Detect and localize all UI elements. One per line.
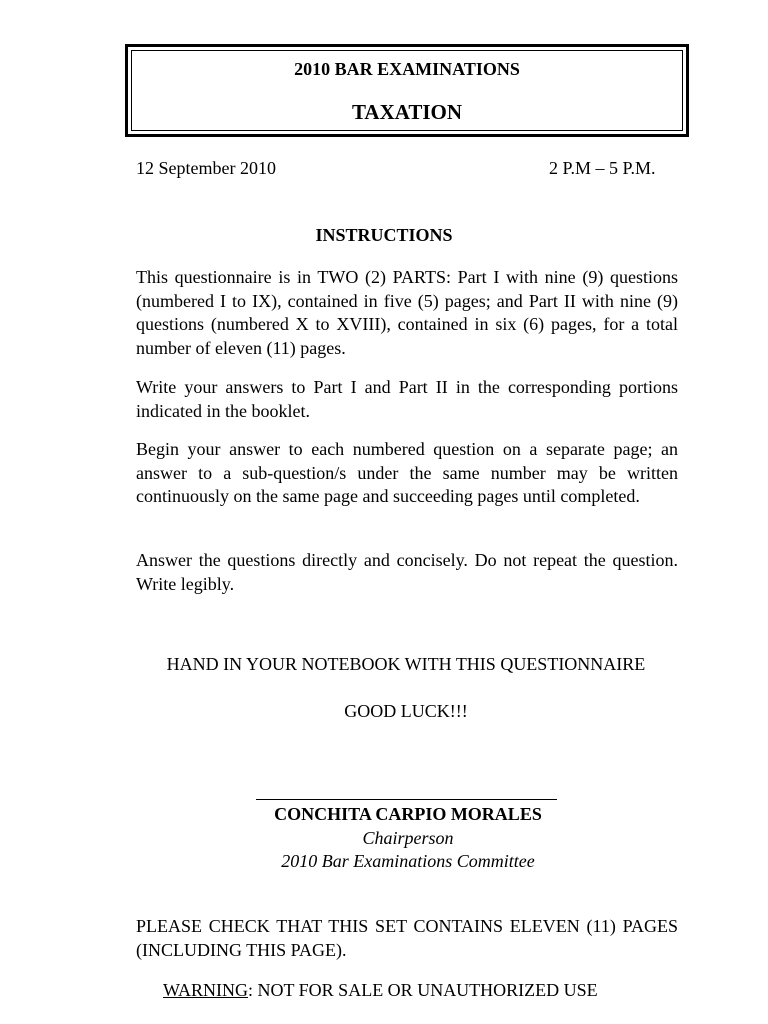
warning-notice: [163, 980, 598, 1001]
exam-subject: TAXATION: [351, 100, 463, 124]
exam-name: 2010 BAR EXAMINATIONS: [294, 59, 520, 79]
instruction-paragraph-parts: This questionnaire is in TWO (2) PARTS: Part I with nine (9) questions (numbered I to IX), contained in five (5) pages; and Part II with nine (9) questions (numbered X to XVIII), contained in six (6) pages, for a total number of eleven (11) pages.: [136, 267, 678, 358]
instruction-paragraph-concise: Answer the questions directly and concisely. Do not repeat the question. Write legibly.: [136, 550, 678, 594]
signature-line: [256, 799, 557, 800]
title-box: [125, 44, 689, 137]
instructions-heading: INSTRUCTIONS: [315, 225, 453, 245]
good-luck-text: GOOD LUCK!!!: [344, 701, 468, 721]
signatory-name: CONCHITA CARPIO MORALES: [274, 804, 542, 824]
signatory-committee: 2010 Bar Examinations Committee: [281, 851, 535, 871]
hand-in-notice: HAND IN YOUR NOTEBOOK WITH THIS QUESTIONNAIRE: [166, 654, 646, 674]
warning-label: WARNING: [163, 980, 248, 1000]
signatory-title: Chairperson: [362, 828, 454, 848]
exam-time: 2 P.M – 5 P.M.: [549, 158, 656, 178]
page-count-notice: PLEASE CHECK THAT THIS SET CONTAINS ELEVEN (11) PAGES (INCLUDING THIS PAGE).: [136, 916, 678, 960]
instruction-paragraph-pages: Begin your answer to each numbered question on a separate page; an answer to a sub-question/s under the same number may be written continuously on the same page and succeeding pages until completed.: [136, 439, 678, 506]
exam-date: 12 September 2010: [136, 158, 276, 178]
warning-text: : NOT FOR SALE OR UNAUTHORIZED USE: [248, 980, 598, 1000]
instruction-paragraph-answers: Write your answers to Part I and Part II in the corresponding portions indicated in the booklet.: [136, 377, 678, 421]
